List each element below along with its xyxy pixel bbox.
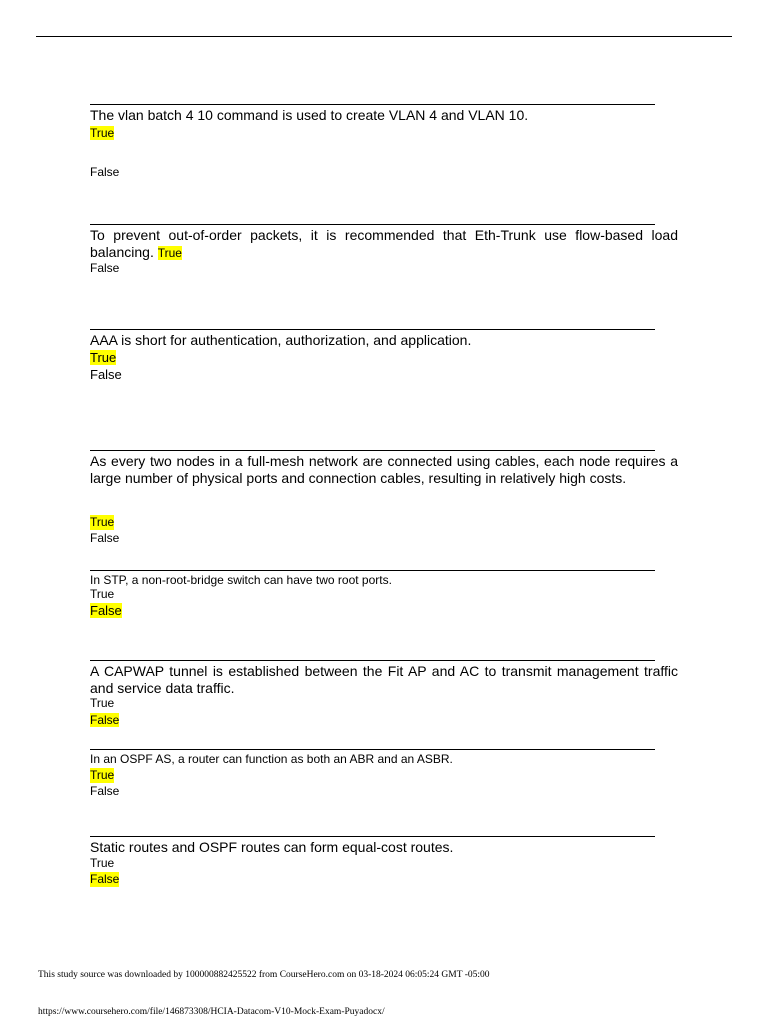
source-url[interactable]: https://www.coursehero.com/file/146873308/HCIA-Datacom-V10-Mock-Exam-Puyadocx/ xyxy=(38,1007,385,1017)
question-block xyxy=(90,570,678,620)
answer-option-true: True xyxy=(90,587,115,601)
answer-option-false: False xyxy=(90,164,120,179)
question-text: Static routes and OSPF routes can form equal-cost routes. xyxy=(90,839,454,855)
question-text: In an OSPF AS, a router can function as both an ABR and an ASBR. xyxy=(90,752,453,766)
answer-option-false: False xyxy=(90,366,122,382)
question-divider xyxy=(90,836,655,837)
answer-option-false: False xyxy=(90,784,120,798)
question-divider xyxy=(90,660,655,661)
question-divider xyxy=(90,450,655,451)
answer-option-false: False xyxy=(90,261,120,275)
question-divider xyxy=(90,104,655,105)
page-top-rule xyxy=(36,36,732,37)
answer-option-false: False xyxy=(90,872,120,886)
answer-option-false: False xyxy=(90,712,120,727)
question-block xyxy=(90,836,678,888)
answer-option-true: True xyxy=(90,768,115,782)
question-block xyxy=(90,329,678,382)
answer-option-false: False xyxy=(90,531,120,545)
question-text: A CAPWAP tunnel is established between the Fit AP and AC to transmit management traffic and service data traffic. xyxy=(90,663,678,696)
answer-option-true: True xyxy=(90,125,115,140)
answer-option-true: True xyxy=(90,696,115,710)
question-block xyxy=(90,104,678,179)
answer-option-true: True xyxy=(157,245,182,260)
question-text: As every two nodes in a full-mesh network are connected using cables, each node requires a large number of physical ports and connection cables, resulting in relatively high costs. xyxy=(90,453,678,486)
question-divider xyxy=(90,749,655,750)
question-block xyxy=(90,749,678,799)
question-block xyxy=(90,450,678,546)
question-text: The vlan batch 4 10 command is used to create VLAN 4 and VLAN 10. xyxy=(90,107,529,123)
question-divider xyxy=(90,329,655,330)
question-divider xyxy=(90,224,655,225)
answer-option-true: True xyxy=(90,515,115,529)
question-block xyxy=(90,660,678,729)
question-text: AAA is short for authentication, authorization, and application. xyxy=(90,332,472,348)
answer-option-true: True xyxy=(90,349,117,365)
answer-option-true: True xyxy=(90,855,115,870)
question-block xyxy=(90,224,678,276)
question-text: To prevent out-of-order packets, it is recommended that Eth-Trunk use flow-based load balancing. True xyxy=(90,227,678,260)
download-source-note: This study source was downloaded by 100000882425522 from CourseHero.com on 03-18-2024 06:05:24 GMT -05:00 xyxy=(38,970,490,980)
answer-option-false: False xyxy=(90,602,122,618)
question-divider xyxy=(90,570,655,571)
question-text: In STP, a non-root-bridge switch can have two root ports. xyxy=(90,573,392,587)
